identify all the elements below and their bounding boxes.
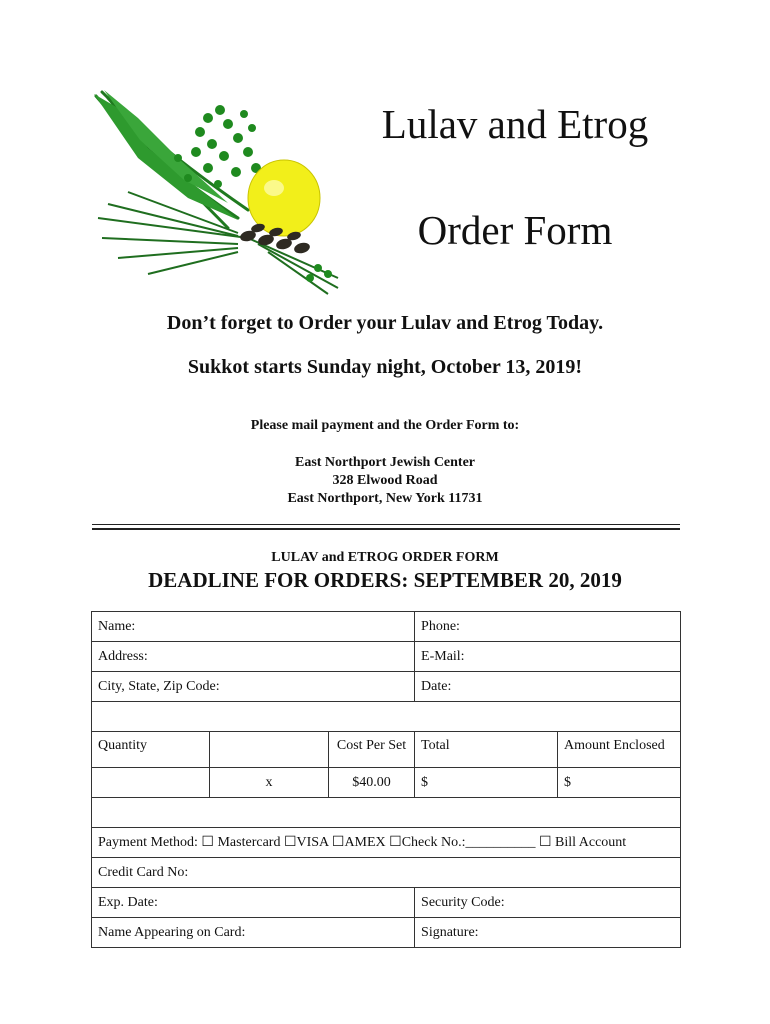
exp-date-field[interactable] <box>92 888 415 918</box>
quantity-input[interactable] <box>92 768 210 798</box>
total-input[interactable] <box>415 768 558 798</box>
sukkot-date-notice: Sukkot starts Sunday night, October 13, 2019! <box>187 356 583 378</box>
security-code-label: Security Code: <box>421 894 505 910</box>
quantity-blank-header <box>210 732 329 768</box>
blank-row-2 <box>92 798 681 828</box>
order-form-table <box>91 611 681 948</box>
credit-card-field[interactable] <box>92 858 681 888</box>
cost-per-set-header: Cost Per Set <box>329 732 415 768</box>
divider-rule-thick <box>92 528 680 530</box>
name-label: Name: <box>98 618 136 634</box>
name-on-card-label: Name Appearing on Card: <box>98 924 246 940</box>
mailing-street: 328 Elwood Road <box>332 473 438 488</box>
credit-card-label: Credit Card No: <box>98 864 189 880</box>
times-sign: x <box>210 768 329 798</box>
amount-enclosed-input[interactable] <box>558 768 681 798</box>
quantity-header: Quantity <box>92 732 210 768</box>
title-line-1: Lulav and Etrog <box>381 101 649 147</box>
amount-enclosed-header: Amount Enclosed <box>558 732 681 768</box>
email-label: E-Mail: <box>421 648 465 664</box>
date-label: Date: <box>421 678 452 694</box>
exp-date-label: Exp. Date: <box>98 894 158 910</box>
payment-method-row[interactable] <box>92 828 681 858</box>
city-label: City, State, Zip Code: <box>98 678 220 694</box>
phone-field[interactable] <box>415 612 681 642</box>
date-field[interactable] <box>415 672 681 702</box>
lulav-etrog-illustration <box>88 88 350 300</box>
name-on-card-field[interactable] <box>92 918 415 948</box>
address-label: Address: <box>98 648 148 664</box>
name-field[interactable] <box>92 612 415 642</box>
payment-method-options[interactable]: Payment Method: ☐ Mastercard ☐VISA ☐AMEX ☐Check No.:__________ ☐ Bill Account <box>98 835 627 850</box>
mailing-org: East Northport Jewish Center <box>294 455 476 470</box>
email-field[interactable] <box>415 642 681 672</box>
city-state-zip-field[interactable] <box>92 672 415 702</box>
order-reminder: Don’t forget to Order your Lulav and Etrog Today. <box>166 312 604 334</box>
signature-field[interactable] <box>415 918 681 948</box>
divider-rule <box>92 524 680 525</box>
total-currency: $ <box>421 774 429 790</box>
title-line-2: Order Form <box>417 207 613 253</box>
amount-currency: $ <box>564 774 572 790</box>
phone-label: Phone: <box>421 618 460 634</box>
price-cell: $40.00 <box>329 768 415 798</box>
total-header: Total <box>415 732 558 768</box>
form-heading: LULAV and ETROG ORDER FORM <box>271 550 499 565</box>
mailing-instruction: Please mail payment and the Order Form to: <box>250 418 520 433</box>
security-code-field[interactable] <box>415 888 681 918</box>
address-field[interactable] <box>92 642 415 672</box>
mailing-city: East Northport, New York 11731 <box>287 491 483 506</box>
deadline-notice: DEADLINE FOR ORDERS: SEPTEMBER 20, 2019 <box>148 568 622 592</box>
signature-label: Signature: <box>421 924 479 940</box>
blank-row <box>92 702 681 732</box>
